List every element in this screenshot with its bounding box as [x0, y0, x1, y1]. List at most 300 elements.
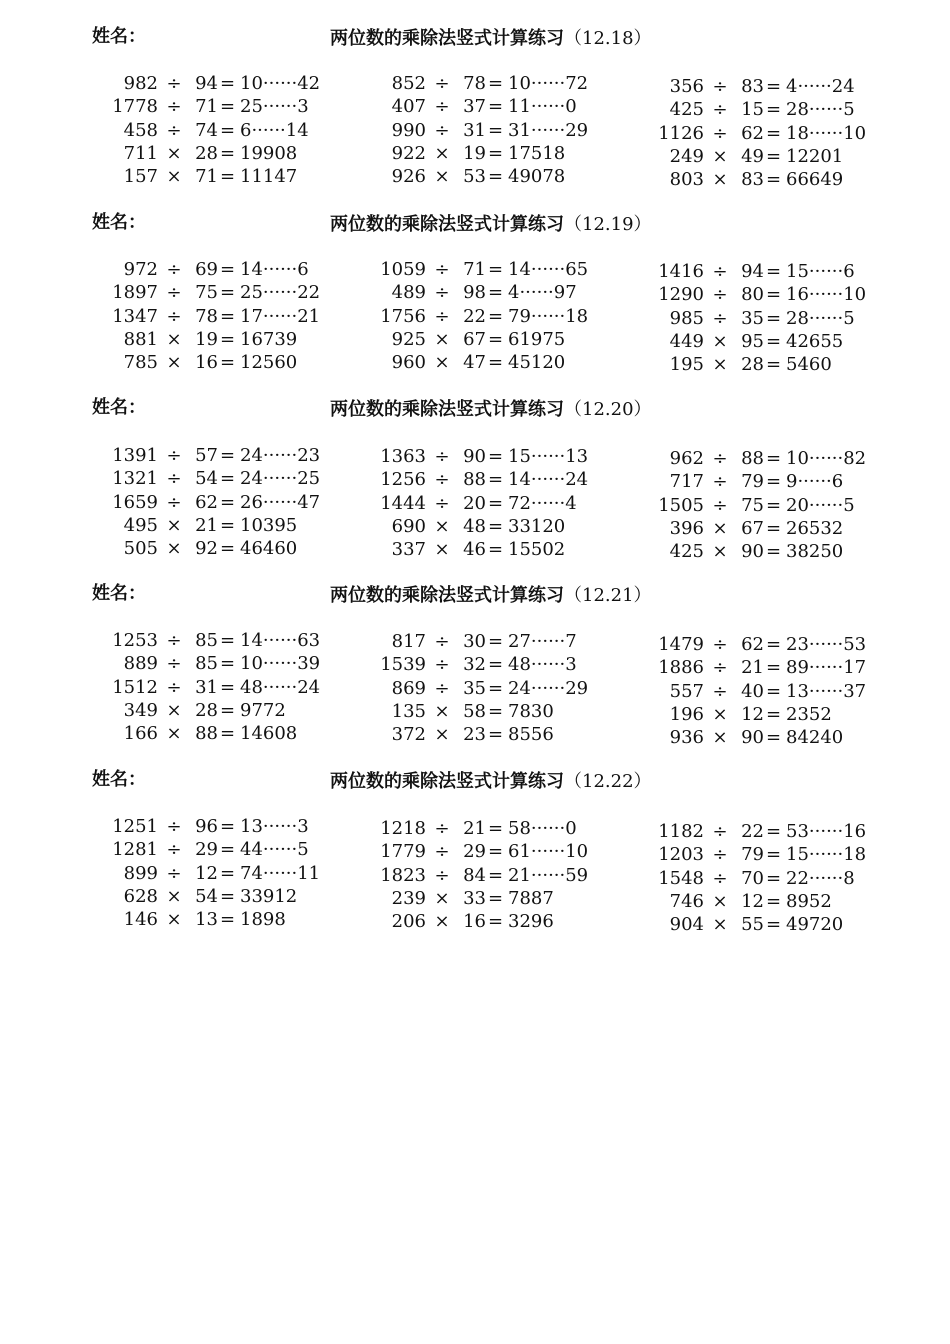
- section-date: （12.20）: [564, 399, 652, 420]
- operator-sign: ×: [712, 145, 728, 167]
- equals-sign: =: [220, 282, 236, 304]
- operator-sign: ÷: [434, 631, 450, 652]
- name-label: 姓名：: [92, 769, 146, 790]
- answer: 26532: [786, 517, 844, 539]
- operator-sign: ÷: [712, 76, 728, 97]
- answer: 14······6: [240, 259, 309, 280]
- operand-b: 20: [463, 492, 486, 514]
- operand-b: 12: [195, 862, 218, 884]
- answer: 31······29: [508, 119, 589, 141]
- problem-row: [98, 537, 378, 560]
- problem-column: [366, 258, 646, 374]
- problem-column: [644, 447, 924, 563]
- answer: 14······24: [508, 469, 589, 491]
- equals-sign: =: [488, 259, 504, 280]
- answer: 22······8: [786, 867, 855, 889]
- answer: 12201: [786, 145, 844, 167]
- problem-row: [644, 260, 924, 283]
- operand-b: 21: [195, 514, 218, 536]
- equals-sign: =: [220, 305, 236, 327]
- operand-a: 1539: [380, 654, 426, 676]
- problem-column: [98, 72, 378, 188]
- operand-a: 1391: [112, 445, 158, 466]
- operator-sign: ÷: [712, 634, 728, 655]
- answer: 9······6: [786, 471, 844, 493]
- answer: 46460: [240, 538, 298, 560]
- answer: 84240: [786, 727, 844, 749]
- operand-a: 1363: [380, 446, 426, 467]
- problem-row: [366, 468, 646, 491]
- answer: 8952: [786, 890, 832, 912]
- operand-b: 83: [741, 76, 764, 97]
- answer: 10······72: [508, 73, 589, 94]
- problem-row: [644, 122, 924, 145]
- answer: 7830: [508, 700, 554, 722]
- operand-a: 1479: [658, 634, 704, 655]
- problem-row: [98, 514, 378, 537]
- problem-row: [644, 867, 924, 890]
- operand-b: 88: [463, 469, 486, 491]
- operand-a: 972: [123, 259, 158, 280]
- operand-a: 495: [123, 514, 158, 536]
- answer: 18······10: [786, 122, 867, 144]
- answer: 9772: [240, 699, 286, 721]
- operator-sign: ÷: [434, 654, 450, 676]
- equals-sign: =: [766, 494, 782, 516]
- problem-row: [366, 142, 646, 165]
- answer: 48······3: [508, 654, 577, 676]
- operand-a: 146: [123, 909, 158, 931]
- operator-sign: ÷: [712, 307, 728, 329]
- equals-sign: =: [220, 723, 236, 745]
- operand-a: 922: [391, 142, 426, 164]
- equals-sign: =: [766, 890, 782, 912]
- equals-sign: =: [488, 282, 504, 304]
- answer: 24······29: [508, 677, 589, 699]
- answer: 1898: [240, 909, 286, 931]
- answer: 10395: [240, 514, 298, 536]
- answer: 16······10: [786, 284, 867, 306]
- problem-row: [644, 168, 924, 191]
- operand-b: 70: [741, 867, 764, 889]
- operand-a: 1218: [380, 818, 426, 839]
- operator-sign: ÷: [434, 469, 450, 491]
- section-title: [330, 210, 652, 236]
- operand-b: 54: [195, 468, 218, 490]
- answer: 15······13: [508, 446, 589, 467]
- operator-sign: ×: [712, 541, 728, 563]
- equals-sign: =: [766, 284, 782, 306]
- problem-row: [98, 281, 378, 304]
- operand-b: 28: [195, 142, 218, 164]
- equals-sign: =: [488, 446, 504, 467]
- equals-sign: =: [220, 96, 236, 118]
- equals-sign: =: [766, 76, 782, 97]
- operand-a: 1548: [658, 867, 704, 889]
- answer: 53······16: [786, 821, 867, 842]
- equals-sign: =: [766, 261, 782, 282]
- answer: 8556: [508, 724, 554, 746]
- equals-sign: =: [766, 821, 782, 842]
- equals-sign: =: [488, 700, 504, 722]
- operand-b: 80: [741, 284, 764, 306]
- answer: 26······47: [240, 491, 321, 513]
- problem-row: [644, 330, 924, 353]
- equals-sign: =: [488, 677, 504, 699]
- operator-sign: ÷: [712, 867, 728, 889]
- operand-a: 1182: [658, 821, 704, 842]
- section-title-text: 两位数的乘除法竖式计算练习: [330, 28, 564, 49]
- operator-sign: ÷: [166, 305, 182, 327]
- operand-b: 21: [741, 657, 764, 679]
- operator-sign: ×: [166, 538, 182, 560]
- operator-sign: ÷: [712, 122, 728, 144]
- equals-sign: =: [488, 305, 504, 327]
- section-title-text: 两位数的乘除法竖式计算练习: [330, 771, 564, 792]
- equals-sign: =: [488, 142, 504, 164]
- problem-row: [98, 258, 378, 281]
- operand-a: 206: [391, 911, 426, 933]
- problem-row: [98, 467, 378, 490]
- answer: 3296: [508, 911, 554, 933]
- problem-row: [366, 864, 646, 887]
- answer: 19908: [240, 142, 298, 164]
- answer: 17······21: [240, 305, 321, 327]
- problem-row: [98, 862, 378, 885]
- equals-sign: =: [766, 703, 782, 725]
- operand-a: 904: [669, 914, 704, 936]
- operator-sign: ÷: [166, 491, 182, 513]
- problem-row: [366, 281, 646, 304]
- operand-a: 337: [391, 539, 426, 561]
- operand-a: 396: [669, 517, 704, 539]
- exercise-section: [0, 579, 950, 759]
- operator-sign: ÷: [434, 446, 450, 467]
- operand-a: 746: [669, 890, 704, 912]
- equals-sign: =: [220, 445, 236, 466]
- operand-b: 29: [463, 841, 486, 863]
- operator-sign: ×: [166, 723, 182, 745]
- answer: 45120: [508, 352, 566, 374]
- operator-sign: ÷: [712, 448, 728, 469]
- operand-a: 1505: [658, 494, 704, 516]
- answer: 74······11: [240, 862, 321, 884]
- operator-sign: ×: [166, 699, 182, 721]
- operand-b: 96: [195, 816, 218, 837]
- operator-sign: ×: [166, 328, 182, 350]
- answer: 14······65: [508, 259, 589, 280]
- equals-sign: =: [220, 259, 236, 280]
- operand-b: 67: [741, 517, 764, 539]
- operand-a: 990: [391, 119, 426, 141]
- equals-sign: =: [220, 352, 236, 374]
- operand-a: 962: [669, 448, 704, 469]
- section-title: [330, 24, 652, 50]
- operand-b: 85: [195, 630, 218, 651]
- equals-sign: =: [766, 844, 782, 866]
- answer: 61······10: [508, 841, 589, 863]
- problem-column: [644, 820, 924, 936]
- operator-sign: ×: [434, 911, 450, 933]
- operand-a: 349: [123, 699, 158, 721]
- operand-b: 79: [741, 471, 764, 493]
- answer: 10······39: [240, 653, 321, 675]
- problem-row: [98, 722, 378, 745]
- operator-sign: ÷: [434, 841, 450, 863]
- section-date: （12.19）: [564, 214, 652, 235]
- operand-a: 690: [391, 515, 426, 537]
- equals-sign: =: [766, 448, 782, 469]
- equals-sign: =: [488, 911, 504, 933]
- operator-sign: ÷: [166, 96, 182, 118]
- answer: 48······24: [240, 676, 321, 698]
- operand-b: 47: [463, 352, 486, 374]
- operator-sign: ÷: [166, 73, 182, 94]
- equals-sign: =: [220, 142, 236, 164]
- problem-row: [98, 676, 378, 699]
- answer: 44······5: [240, 839, 309, 861]
- equals-sign: =: [220, 816, 236, 837]
- operand-a: 1659: [112, 491, 158, 513]
- answer: 79······18: [508, 305, 589, 327]
- operand-b: 62: [741, 122, 764, 144]
- operand-b: 53: [463, 166, 486, 188]
- operator-sign: ÷: [434, 282, 450, 304]
- operand-b: 88: [195, 723, 218, 745]
- operator-sign: ×: [712, 890, 728, 912]
- operator-sign: ÷: [712, 494, 728, 516]
- operator-sign: ÷: [712, 471, 728, 493]
- operator-sign: ×: [712, 517, 728, 539]
- equals-sign: =: [488, 631, 504, 652]
- problem-row: [98, 444, 378, 467]
- problem-row: [366, 817, 646, 840]
- problem-row: [98, 815, 378, 838]
- operand-b: 49: [741, 145, 764, 167]
- operand-a: 1253: [112, 630, 158, 651]
- answer: 7887: [508, 887, 554, 909]
- operand-b: 90: [741, 727, 764, 749]
- problem-row: [644, 447, 924, 470]
- exercise-section: [0, 765, 950, 945]
- operand-b: 71: [463, 259, 486, 280]
- operand-b: 84: [463, 864, 486, 886]
- answer: 23······53: [786, 634, 867, 655]
- operand-b: 22: [741, 821, 764, 842]
- answer: 33120: [508, 515, 566, 537]
- answer: 42655: [786, 330, 844, 352]
- operator-sign: ÷: [166, 653, 182, 675]
- operator-sign: ÷: [434, 119, 450, 141]
- problem-row: [366, 328, 646, 351]
- answer: 5460: [786, 354, 832, 376]
- answer: 14608: [240, 723, 298, 745]
- operator-sign: ÷: [712, 284, 728, 306]
- equals-sign: =: [488, 166, 504, 188]
- equals-sign: =: [220, 885, 236, 907]
- equals-sign: =: [220, 73, 236, 94]
- problem-row: [98, 652, 378, 675]
- answer: 61975: [508, 328, 566, 350]
- problem-row: [366, 492, 646, 515]
- answer: 11147: [240, 166, 298, 188]
- operator-sign: ×: [434, 700, 450, 722]
- operator-sign: ÷: [434, 73, 450, 94]
- operand-a: 1416: [658, 261, 704, 282]
- operand-a: 557: [669, 680, 704, 702]
- problem-row: [644, 283, 924, 306]
- operator-sign: ÷: [712, 844, 728, 866]
- operand-b: 28: [195, 699, 218, 721]
- answer: 15502: [508, 539, 566, 561]
- equals-sign: =: [220, 119, 236, 141]
- equals-sign: =: [220, 514, 236, 536]
- operand-b: 32: [463, 654, 486, 676]
- problem-column: [98, 629, 378, 745]
- operand-b: 48: [463, 515, 486, 537]
- equals-sign: =: [766, 727, 782, 749]
- operand-b: 12: [741, 890, 764, 912]
- section-title-text: 两位数的乘除法竖式计算练习: [330, 399, 564, 420]
- operand-b: 92: [195, 538, 218, 560]
- answer: 13······3: [240, 816, 309, 837]
- problem-row: [644, 145, 924, 168]
- problem-row: [366, 910, 646, 933]
- operand-a: 982: [123, 73, 158, 94]
- operator-sign: ÷: [712, 657, 728, 679]
- operand-b: 30: [463, 631, 486, 652]
- problem-row: [644, 656, 924, 679]
- operator-sign: ÷: [434, 259, 450, 280]
- answer: 49078: [508, 166, 566, 188]
- operand-b: 58: [463, 700, 486, 722]
- operator-sign: ÷: [166, 676, 182, 698]
- operand-a: 1203: [658, 844, 704, 866]
- answer: 21······59: [508, 864, 589, 886]
- operand-a: 1444: [380, 492, 426, 514]
- problem-row: [366, 840, 646, 863]
- operand-b: 33: [463, 887, 486, 909]
- operator-sign: ×: [712, 169, 728, 191]
- problem-row: [366, 445, 646, 468]
- operand-b: 78: [463, 73, 486, 94]
- operator-sign: ÷: [166, 839, 182, 861]
- equals-sign: =: [766, 634, 782, 655]
- problem-row: [366, 630, 646, 653]
- equals-sign: =: [488, 864, 504, 886]
- operand-a: 425: [669, 99, 704, 121]
- section-date: （12.22）: [564, 771, 652, 792]
- problem-row: [98, 885, 378, 908]
- operand-b: 19: [195, 328, 218, 350]
- operand-b: 94: [741, 261, 764, 282]
- problem-column: [644, 633, 924, 749]
- operator-sign: ÷: [166, 282, 182, 304]
- operand-a: 505: [123, 538, 158, 560]
- operand-a: 925: [391, 328, 426, 350]
- problem-column: [366, 630, 646, 746]
- equals-sign: =: [220, 909, 236, 931]
- operand-a: 1823: [380, 864, 426, 886]
- equals-sign: =: [488, 887, 504, 909]
- equals-sign: =: [766, 657, 782, 679]
- equals-sign: =: [220, 538, 236, 560]
- operand-a: 372: [391, 724, 426, 746]
- answer: 10······82: [786, 448, 867, 469]
- problem-row: [98, 699, 378, 722]
- operator-sign: ×: [166, 352, 182, 374]
- answer: 25······3: [240, 96, 309, 118]
- equals-sign: =: [220, 862, 236, 884]
- operator-sign: ÷: [434, 864, 450, 886]
- problem-row: [98, 351, 378, 374]
- equals-sign: =: [488, 654, 504, 676]
- operand-a: 356: [669, 76, 704, 97]
- answer: 28······5: [786, 99, 855, 121]
- operand-b: 12: [741, 703, 764, 725]
- operand-b: 74: [195, 119, 218, 141]
- operand-b: 62: [195, 491, 218, 513]
- answer: 72······4: [508, 492, 577, 514]
- operand-a: 195: [669, 354, 704, 376]
- operator-sign: ×: [434, 887, 450, 909]
- operand-a: 936: [669, 727, 704, 749]
- problem-row: [98, 72, 378, 95]
- answer: 58······0: [508, 818, 577, 839]
- problem-row: [98, 491, 378, 514]
- problem-column: [98, 815, 378, 931]
- answer: 24······25: [240, 468, 321, 490]
- answer: 66649: [786, 169, 844, 191]
- answer: 49720: [786, 914, 844, 936]
- operand-a: 489: [391, 282, 426, 304]
- answer: 20······5: [786, 494, 855, 516]
- equals-sign: =: [488, 841, 504, 863]
- operand-b: 29: [195, 839, 218, 861]
- operator-sign: ÷: [712, 99, 728, 121]
- problem-row: [644, 703, 924, 726]
- answer: 10······42: [240, 73, 321, 94]
- operator-sign: ×: [166, 166, 182, 188]
- operator-sign: ×: [712, 914, 728, 936]
- answer: 15······6: [786, 261, 855, 282]
- problem-row: [644, 98, 924, 121]
- problem-row: [366, 653, 646, 676]
- operator-sign: ÷: [712, 821, 728, 842]
- operand-a: 1290: [658, 284, 704, 306]
- answer: 33912: [240, 885, 298, 907]
- equals-sign: =: [488, 119, 504, 141]
- operand-a: 1778: [112, 96, 158, 118]
- operand-b: 90: [741, 541, 764, 563]
- operand-b: 35: [741, 307, 764, 329]
- section-date: （12.18）: [564, 28, 652, 49]
- operand-a: 717: [669, 471, 704, 493]
- operator-sign: ÷: [434, 492, 450, 514]
- operand-b: 15: [741, 99, 764, 121]
- answer: 15······18: [786, 844, 867, 866]
- operator-sign: ×: [712, 354, 728, 376]
- exercise-section: [0, 22, 950, 202]
- operand-a: 407: [391, 96, 426, 118]
- operand-b: 23: [463, 724, 486, 746]
- operand-a: 869: [391, 677, 426, 699]
- section-title: [330, 395, 652, 421]
- equals-sign: =: [488, 328, 504, 350]
- operator-sign: ÷: [434, 677, 450, 699]
- equals-sign: =: [220, 653, 236, 675]
- operator-sign: ×: [434, 142, 450, 164]
